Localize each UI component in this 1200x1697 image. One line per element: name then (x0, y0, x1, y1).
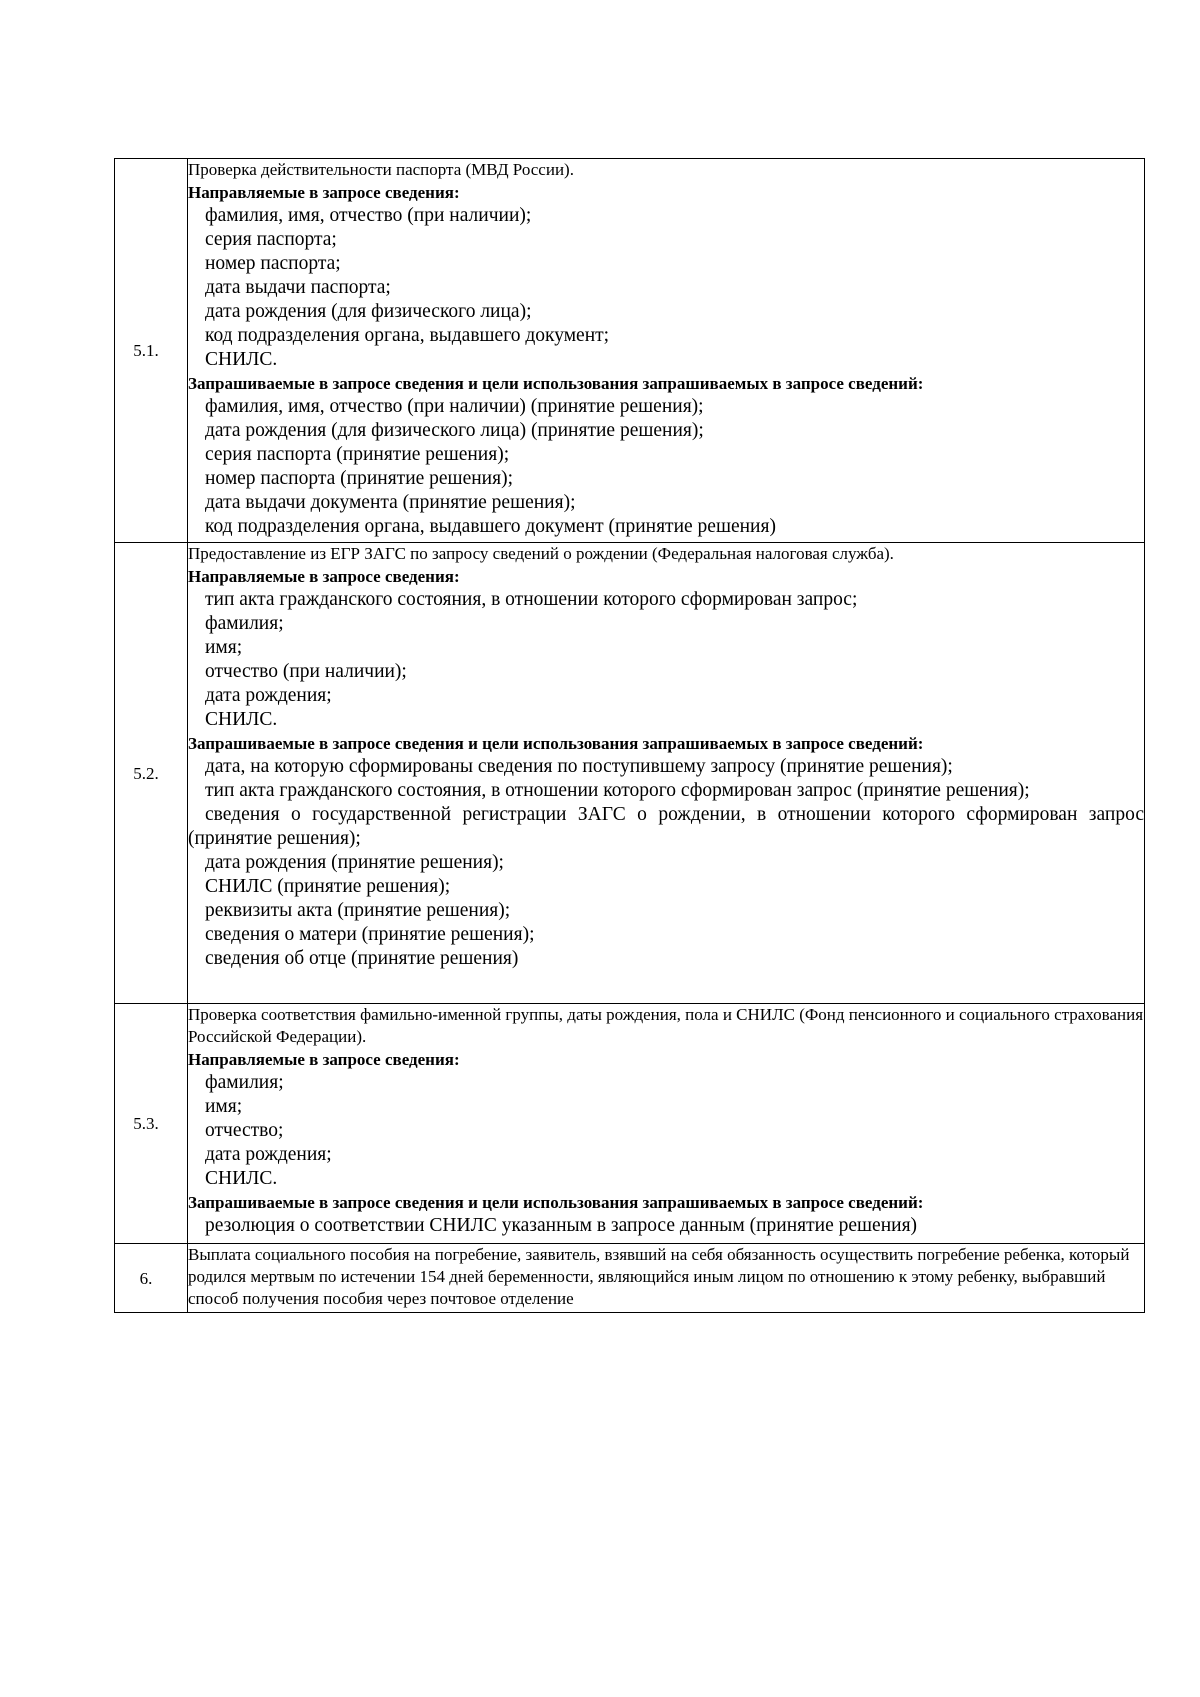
row-description: Предоставление из ЕГР ЗАГС по запросу сведений о рождении (Федеральная налоговая служба). (188, 544, 894, 563)
requested-data-heading: Запрашиваемые в запросе сведения и цели использования запрашиваемых в запросе сведений: (188, 1193, 924, 1212)
sent-data-item: дата рождения (для физического лица); (205, 301, 532, 322)
requested-data-item: СНИЛС (принятие решения); (205, 876, 451, 897)
row-number-cell (115, 1004, 188, 1244)
sent-data-item: имя; (205, 1096, 243, 1117)
requested-data-heading: Запрашиваемые в запросе сведения и цели использования запрашиваемых в запросе сведений: (188, 374, 924, 393)
requested-data-item: фамилия, имя, отчество (при наличии) (принятие решения); (205, 396, 704, 417)
requested-data-item: реквизиты акта (принятие решения); (205, 900, 511, 921)
sent-data-heading: Направляемые в запросе сведения: (188, 567, 460, 586)
requested-data-item: сведения о государственной регистрации ЗАГС о рождении, в отношении которого сформирован запрос (принятие решения); (188, 804, 1144, 849)
row-number: 5.1. (133, 341, 159, 360)
sent-data-item: фамилия; (205, 613, 284, 634)
requested-data-item: дата рождения (принятие решения); (205, 852, 504, 873)
sent-data-item: дата рождения; (205, 1144, 332, 1165)
sent-data-item: тип акта гражданского состояния, в отношении которого сформирован запрос; (205, 589, 858, 610)
requested-data-item: тип акта гражданского состояния, в отношении которого сформирован запрос (принятие решения); (205, 780, 1030, 801)
row-description: Проверка соответствия фамильно-именной группы, даты рождения, пола и СНИЛС (Фонд пенсионного и социального страхования Российской Федерации). (188, 1005, 1144, 1046)
table-row (115, 1244, 1145, 1313)
sent-data-item: отчество (при наличии); (205, 661, 407, 682)
sent-data-item: отчество; (205, 1120, 284, 1141)
sent-data-item: номер паспорта; (205, 253, 341, 274)
requirements-table (114, 158, 1145, 1313)
requested-data-item: номер паспорта (принятие решения); (205, 468, 513, 489)
sent-data-item: фамилия, имя, отчество (при наличии); (205, 205, 532, 226)
row-number: 6. (139, 1268, 153, 1288)
sent-data-heading: Направляемые в запросе сведения: (188, 183, 460, 202)
table-row (115, 159, 1145, 543)
requested-data-item: код подразделения органа, выдавшего документ (принятие решения) (205, 516, 776, 537)
sent-data-item: дата рождения; (205, 685, 332, 706)
table-row (115, 543, 1145, 1004)
row-number-cell (115, 543, 188, 1004)
requested-data-item: серия паспорта (принятие решения); (205, 444, 510, 465)
sent-data-item: код подразделения органа, выдавшего документ; (205, 325, 610, 346)
row-content-cell (188, 1004, 1145, 1244)
requested-data-item: дата выдачи документа (принятие решения); (205, 492, 576, 513)
sent-data-item: серия паспорта; (205, 229, 337, 250)
requested-data-item: дата, на которую сформированы сведения по поступившему запросу (принятие решения); (205, 756, 953, 777)
table-row (115, 1004, 1145, 1244)
row-number-cell (115, 1244, 188, 1313)
requested-data-heading: Запрашиваемые в запросе сведения и цели использования запрашиваемых в запросе сведений: (188, 734, 924, 753)
row-description: Выплата социального пособия на погребение, заявитель, взявший на себя обязанность осуществить погребение ребенка, который родился мертвым по истечении 154 дней беременности, являющийся иным лицом по отношению к этому ребенку, выбравший способ получения пособия через почтовое отделение (188, 1245, 1130, 1308)
sent-data-item: имя; (205, 637, 243, 658)
sent-data-heading: Направляемые в запросе сведения: (188, 1050, 460, 1069)
row-description: Проверка действительности паспорта (МВД России). (188, 160, 574, 179)
row-number-cell (115, 159, 188, 543)
sent-data-item: СНИЛС. (205, 709, 278, 730)
requested-data-item: резолюция о соответствии СНИЛС указанным в запросе данным (принятие решения) (205, 1215, 918, 1236)
row-content-cell (188, 1244, 1145, 1313)
requested-data-item: дата рождения (для физического лица) (принятие решения); (205, 420, 704, 441)
sent-data-item: фамилия; (205, 1072, 284, 1093)
requested-data-item: сведения об отце (принятие решения) (205, 948, 519, 969)
row-content-cell (188, 159, 1145, 543)
row-number: 5.2. (133, 763, 159, 783)
row-number: 5.3. (133, 1114, 159, 1133)
row-content-cell (188, 543, 1145, 1004)
sent-data-item: СНИЛС. (205, 349, 278, 370)
sent-data-item: дата выдачи паспорта; (205, 277, 391, 298)
requested-data-item: сведения о матери (принятие решения); (205, 924, 535, 945)
sent-data-item: СНИЛС. (205, 1168, 278, 1189)
